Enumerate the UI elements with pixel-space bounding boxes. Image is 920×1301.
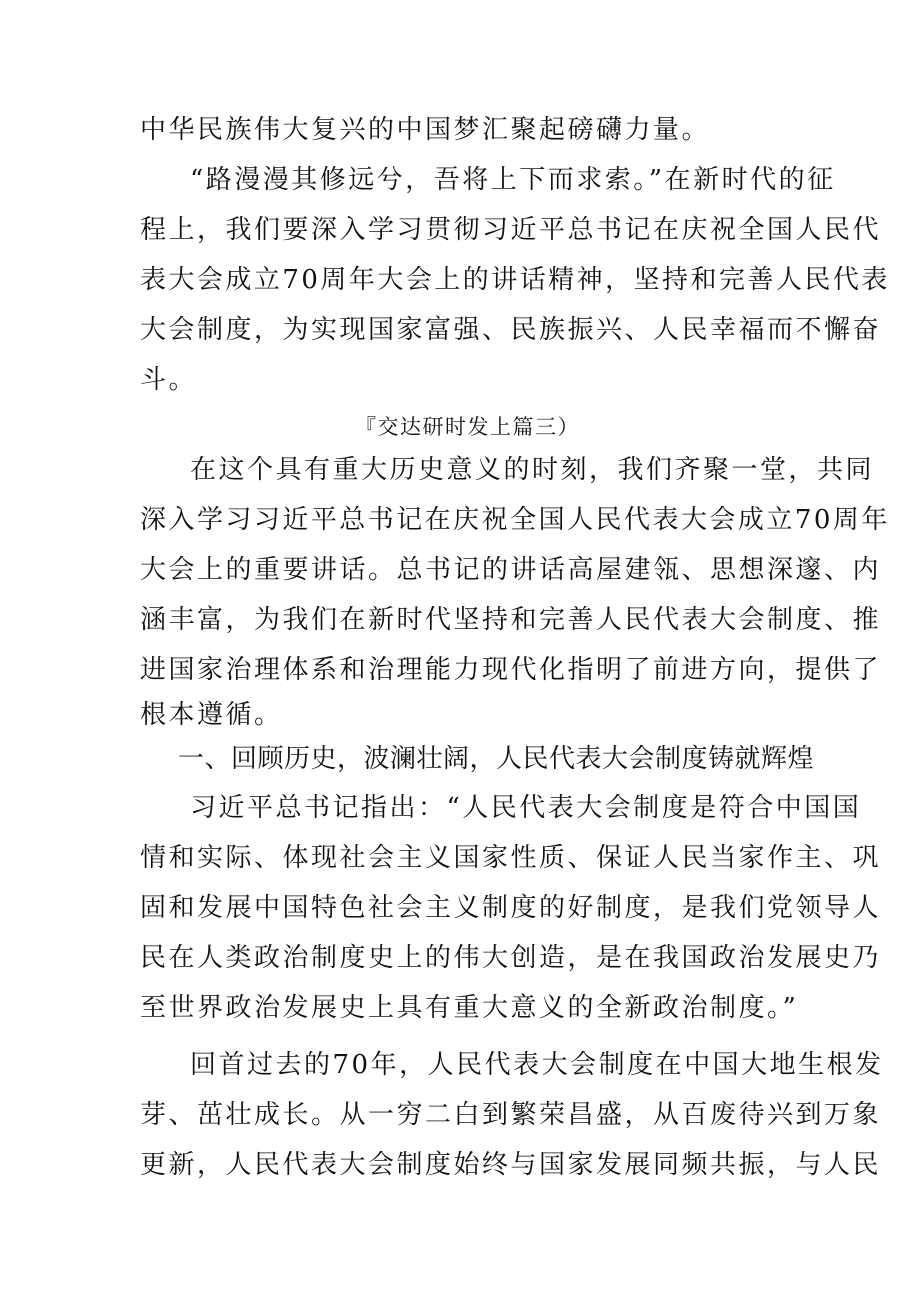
paragraph-line: 大会制度，为实现国家富强、民族振兴、人民幸福而不懈奋 xyxy=(140,315,882,345)
paragraph-line: 习近平总书记指出：“人民代表大会制度是符合中国国 xyxy=(190,793,862,823)
paragraph-line: 民在人类政治制度史上的伟大创造，是在我国政治发展史乃 xyxy=(140,943,882,973)
paragraph-line: 涵丰富，为我们在新时代坚持和完善人民代表大会制度、推 xyxy=(140,605,882,635)
paragraph-line: 深入学习习近平总书记在庆祝全国人民代表大会成立70周年 xyxy=(140,505,890,535)
paragraph-line: 表大会成立70周年大会上的讲话精神，坚持和完善人民代表 xyxy=(140,265,890,295)
paragraph-line: 中华民族伟大复兴的中国梦汇聚起磅礴力量。 xyxy=(140,115,711,145)
paragraph-line: 大会上的重要讲话。总书记的讲话高屋建瓴、思想深邃、内 xyxy=(140,555,882,585)
section-heading: 一、回顾历史，波澜壮阔，人民代表大会制度铸就辉煌 xyxy=(178,744,815,774)
paragraph-line: 在这个具有重大历史意义的时刻，我们齐聚一堂，共同 xyxy=(190,455,875,485)
paragraph-line: 至世界政治发展史上具有重大意义的全新政治制度。” xyxy=(140,993,799,1023)
paragraph-line: 根本遵循。 xyxy=(140,700,283,730)
paragraph-line: 程上，我们要深入学习贯彻习近平总书记在庆祝全国人民代 xyxy=(140,215,882,245)
paragraph-line: 更新，人民代表大会制度始终与国家发展同频共振，与人民 xyxy=(140,1150,882,1180)
paragraph-line: 斗。 xyxy=(140,365,198,395)
paragraph-line: 芽、茁壮成长。从一穷二白到繁荣昌盛，从百废待兴到万象 xyxy=(140,1100,882,1130)
paragraph-line: 固和发展中国特色社会主义制度的好制度，是我们党领导人 xyxy=(140,893,882,923)
paragraph-line: 情和实际、体现社会主义国家性质、保证人民当家作主、巩 xyxy=(140,843,882,873)
paragraph-line: 进国家治理体系和治理能力现代化指明了前进方向，提供了 xyxy=(140,655,882,685)
paragraph-line: “路漫漫其修远兮，吾将上下而求索。”在新时代的征 xyxy=(190,165,836,195)
paragraph-line: 回首过去的70年，人民代表大会制度在中国大地生根发 xyxy=(190,1050,884,1080)
section-subtitle: 『交达研时发上篇三） xyxy=(355,415,580,439)
